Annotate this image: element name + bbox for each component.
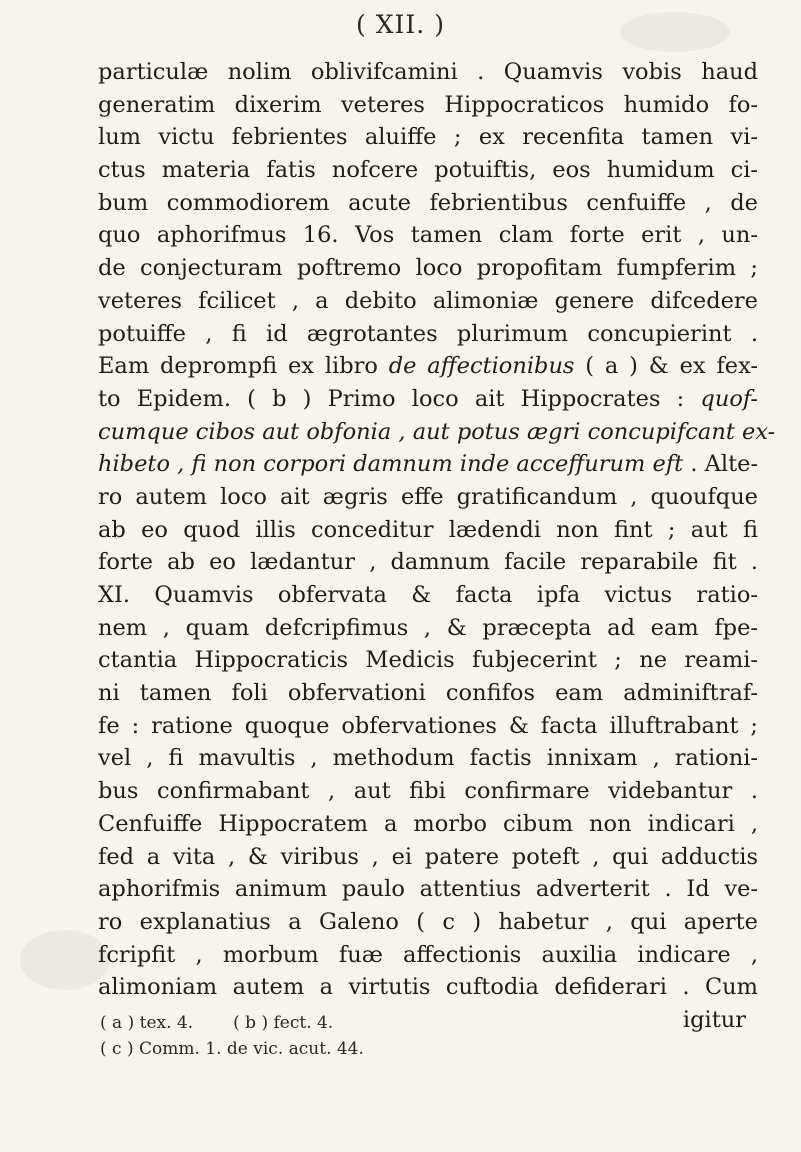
footnote-a: ( a ) tex. 4. [100,1013,194,1033]
text-line: ro explanatius a Galeno ( c ) habetur , qui aperte [98,908,758,935]
text-line: ctus materia fatis nofcere potuiftis, eos humidum ci- [98,157,758,184]
text-line: vel , fi mavultis , methodum factis innixam , rationi- [98,745,758,772]
text-line: fcripfit , morbum fuæ affectionis auxilia indicare , [98,941,758,968]
text-line: fed a vita , & viribus , ei patere poteft , qui adductis [98,843,758,870]
text-line: alimoniam autem a virtutis cuftodia defiderari . Cum [98,974,758,1001]
paper-stain [20,930,110,990]
text-line: veteres fcilicet , a debito alimoniæ genere difcedere [98,287,758,314]
text-line: cumque cibos aut obfonia , aut potus ægri concupifcant ex- [98,418,776,445]
footnotes [100,1010,660,1062]
footnote-c: ( c ) Comm. 1. de vic. acut. 44. [100,1039,364,1059]
text-line: lum victu febrientes aluiffe ; ex recenfita tamen vi- [98,124,758,151]
text-line: de conjecturam poftremo loco propofitam fumpferim ; [98,255,758,282]
text-line: XI. Quamvis obfervata & facta ipfa victus ratio- [98,582,758,608]
text-line: quo aphorifmus 16. Vos tamen clam forte erit , un- [98,222,758,249]
text-line: particulæ nolim oblivifcamini . Quamvis vobis haud [98,59,758,85]
text-line: forte ab eo lædantur , damnum facile reparabile fit . [98,549,758,576]
text-line: generatim dixerim veteres Hippocraticos humido fo- [98,91,758,118]
text-line: hibeto , fi non corpori damnum inde acceffurum eft . Alte- [98,451,759,478]
text-line: bum commodiorem acute febrientibus cenfuiffe , de [98,189,758,216]
page-header: ( XII. ) [356,10,445,39]
text-line: potuiffe , fi id ægrotantes plurimum concupierint . [98,320,758,347]
text-line: ni tamen foli obfervationi confifos eam adminiftraf- [98,680,758,707]
footnote-row [100,1036,660,1062]
text-line: Cenfuiffe Hippocratem a morbo cibum non indicari , [98,810,758,837]
text-line: Eam deprompfi ex libro de affectionibus ( a ) & ex fex- [98,353,758,380]
text-line: bus confirmabant , aut fibi confirmare videbantur . [98,778,758,805]
text-line: ro autem loco ait ægris effe gratificandum , quoufque [98,483,758,510]
text-line: ctantia Hippocraticis Medicis fubjecerint ; ne reami- [98,647,758,674]
body-text [98,56,776,1037]
footnote-row [100,1010,660,1036]
footnote-b: ( b ) fect. 4. [233,1013,334,1033]
text-line: ab eo quod illis conceditur lædendi non fint ; aut fi [98,516,758,543]
text-line: fe : ratione quoque obfervationes & facta illuftrabant ; [98,712,758,739]
catchword: igitur [682,1006,746,1033]
text-line: to Epidem. ( b ) Primo loco ait Hippocrates : quof- [98,385,758,412]
text-line: nem , quam defcripfimus , & præcepta ad eam fpe- [98,614,758,641]
text-line: aphorifmis animum paulo attentius adverterit . Id ve- [98,876,758,903]
